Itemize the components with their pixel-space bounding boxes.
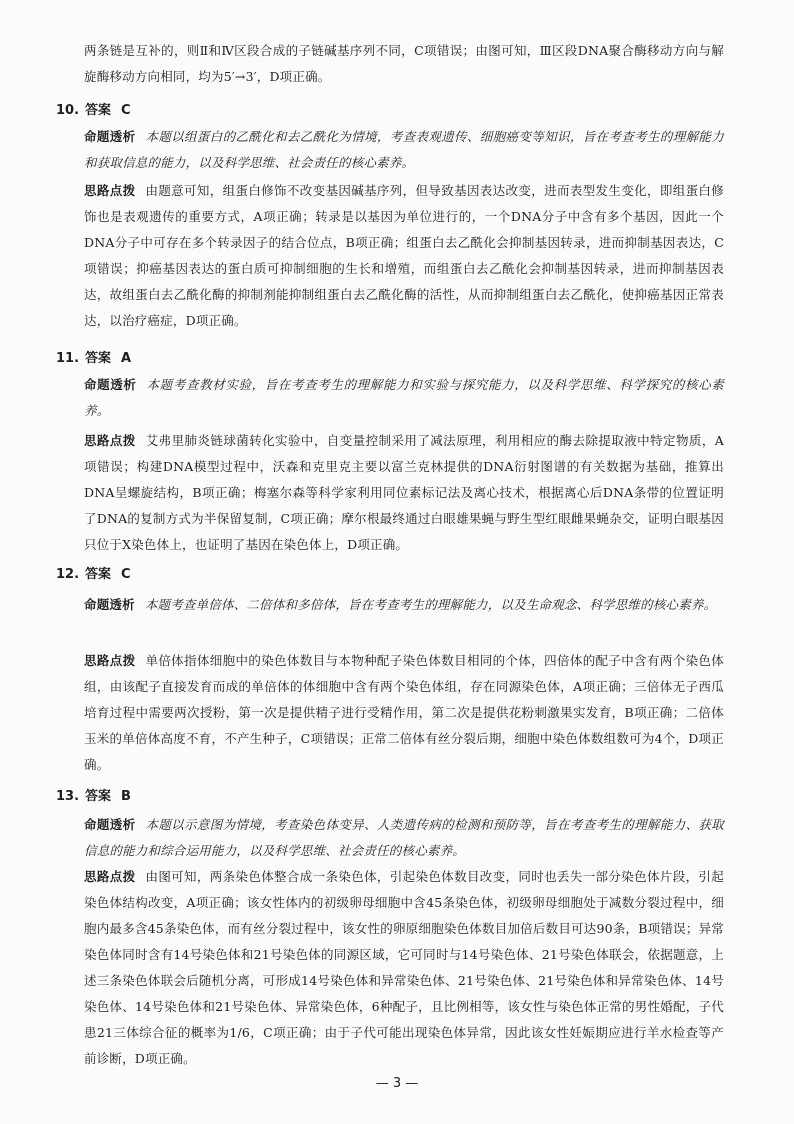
- question-number: 10.: [56, 103, 80, 118]
- question-13-analysis: [84, 812, 724, 864]
- page-number: — 3 —: [375, 1076, 419, 1091]
- hint-label: 思路点拨: [84, 869, 136, 884]
- analysis-text: 本题考查单倍体、二倍体和多倍体，旨在考查考生的理解能力，以及生命观念、科学思维的核心素养。: [144, 597, 717, 612]
- answer-value: C: [121, 103, 131, 118]
- hint-text: 由图可知，两条染色体整合成一条染色体，引起染色体数目改变，同时也丢失一部分染色体片段，引起染色体结构改变，A项正确；该女性体内的初级卵母细胞中含45条染色体，初级卵母细胞处于减数分裂过程中，细胞内最多含45条染色体，而有丝分裂过程中，该女性的卵原细胞染色体数目加倍后数目可达90条，B项错误；异常染色体同时含有14号染色体和21号染色体的同源区域，它可同时与14号染色体、21号染色体联会，依据题意，上述三条染色体联会后随机分离，可形成14号染色体和异常染色体、21号染色体、21号染色体和异常染色体、14号染色体、14号染色体和21号染色体、异常染色体，6种配子，且比例相等，该女性与染色体正常的男性婚配，子代患21三体综合征的概率为1/6，C项正确；由于子代可能出现染色体异常，因此该女性妊娠期应进行羊水检查等产前诊断，D项正确。: [84, 869, 724, 1066]
- intro-paragraph: 两条链是互补的，则Ⅱ和Ⅳ区段合成的子链碱基序列不同，C项错误；由图可知，Ⅲ区段DNA聚合酶移动方向与解旋酶移动方向相同，均为5′→3′，D项正确。: [84, 43, 724, 84]
- analysis-text: 本题考查教材实验，旨在考查考生的理解能力和实验与探究能力，以及科学思维、科学探究的核心素养。: [84, 377, 724, 418]
- question-10-analysis: [84, 124, 724, 176]
- question-number: 11.: [56, 351, 80, 366]
- analysis-label: 命题透析: [84, 129, 136, 144]
- question-11-header: [56, 346, 131, 372]
- analysis-label: 命题透析: [84, 597, 135, 612]
- question-12-analysis: [84, 592, 724, 618]
- question-11-hint: [84, 428, 724, 558]
- question-12-header: [56, 562, 131, 588]
- question-number: 12.: [56, 567, 80, 582]
- question-number: 13.: [56, 789, 80, 804]
- question-13-hint: [84, 864, 724, 1072]
- question-10-header: [56, 98, 131, 124]
- answer-value: C: [121, 567, 131, 582]
- analysis-label: 命题透析: [84, 817, 136, 832]
- analysis-label: 命题透析: [84, 377, 137, 392]
- analysis-text: 本题以示意图为情境，考查染色体变异、人类遗传病的检测和预防等，旨在考查考生的理解能力、获取信息的能力和综合运用能力，以及科学思维、社会责任的核心素养。: [84, 817, 724, 858]
- question-10-hint: [84, 178, 724, 334]
- hint-text: 由题意可知，组蛋白修饰不改变基因碱基序列，但导致基因表达改变，进而表型发生变化，即组蛋白修饰也是表观遗传的重要方式，A项正确；转录是以基因为单位进行的，一个DNA分子中含有多个基因，因此一个DNA分子中可存在多个转录因子的结合位点，B项正确；组蛋白去乙酰化会抑制基因转录，进而抑制基因表达，C项错误；抑癌基因表达的蛋白质可抑制细胞的生长和增殖，而组蛋白去乙酰化会抑制基因转录，进而抑制基因表达，故组蛋白去乙酰化酶的抑制剂能抑制组蛋白去乙酰化酶的活性，从而抑制组蛋白去乙酰化，使抑癌基因正常表达，以治疗癌症，D项正确。: [84, 183, 724, 328]
- hint-label: 思路点拨: [84, 183, 136, 198]
- answer-label: 答案: [85, 567, 112, 582]
- hint-label: 思路点拨: [84, 653, 136, 668]
- hint-text: 艾弗里肺炎链球菌转化实验中，自变量控制采用了减法原理，利用相应的酶去除提取液中特定物质，A项错误；构建DNA模型过程中，沃森和克里克主要以富兰克林提供的DNA衍射图谱的有关数据为基础，推算出DNA呈螺旋结构，B项正确；梅塞尔森等科学家利用同位素标记法及离心技术，根据离心后DNA条带的位置证明了DNA的复制方式为半保留复制，C项正确；摩尔根最终通过白眼雄果蝇与野生型红眼雌果蝇杂交，证明白眼基因只位于X染色体上，也证明了基因在染色体上，D项正确。: [84, 433, 724, 552]
- analysis-text: 本题以组蛋白的乙酰化和去乙酰化为情境，考查表观遗传、细胞癌变等知识，旨在考查考生的理解能力和获取信息的能力，以及科学思维、社会责任的核心素养。: [84, 129, 724, 170]
- hint-text: 单倍体指体细胞中的染色体数目与本物种配子染色体数目相同的个体，四倍体的配子中含有两个染色体组，由该配子直接发育而成的单倍体的体细胞中含有两个染色体组，存在同源染色体，A项正确；三倍体无子西瓜培育过程中需要两次授粉，第一次是提供精子进行受精作用，第二次是提供花粉刺激果实发育，B项正确；二倍体玉米的单倍体高度不育，不产生种子，C项错误；正常二倍体有丝分裂后期，细胞中染色体数组数可为4个，D项正确。: [84, 653, 724, 772]
- answer-value: A: [121, 351, 132, 366]
- answer-value: B: [121, 789, 131, 804]
- question-13-header: [56, 784, 131, 810]
- answer-label: 答案: [85, 789, 112, 804]
- answer-label: 答案: [85, 351, 112, 366]
- hint-label: 思路点拨: [84, 433, 136, 448]
- question-12-hint: [84, 648, 724, 778]
- answer-label: 答案: [85, 103, 112, 118]
- question-11-analysis: [84, 372, 724, 424]
